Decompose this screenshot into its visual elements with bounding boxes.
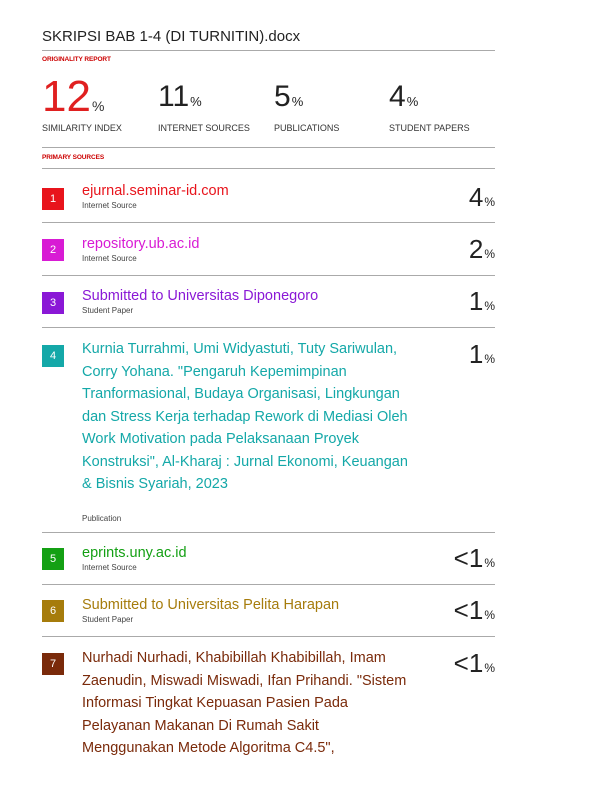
internet-sources-value: 11 xyxy=(158,80,190,113)
source-title[interactable]: repository.ub.ac.id xyxy=(82,236,200,252)
source-number-badge: 1 xyxy=(42,188,64,210)
source-percentage: 4% xyxy=(468,182,495,212)
divider xyxy=(42,147,495,148)
divider xyxy=(42,636,495,637)
source-number-badge: 5 xyxy=(42,548,64,570)
source-type: Internet Source xyxy=(82,254,137,263)
document-title: SKRIPSI BAB 1-4 (DI TURNITIN).docx xyxy=(42,28,301,45)
publications-pct: % xyxy=(291,94,304,109)
primary-sources-label: PRIMARY SOURCES xyxy=(42,154,105,161)
divider xyxy=(42,222,495,223)
source-percentage: <1% xyxy=(453,543,495,573)
divider xyxy=(42,327,495,328)
student-papers-pct: % xyxy=(406,94,419,109)
source-percentage: <1% xyxy=(453,595,495,625)
source-number-badge: 2 xyxy=(42,239,64,261)
source-title[interactable]: ejurnal.seminar-id.com xyxy=(82,183,229,199)
similarity-index-label: SIMILARITY INDEX xyxy=(42,123,122,133)
student-papers-stat xyxy=(389,80,470,133)
similarity-index-stat xyxy=(42,72,122,133)
divider xyxy=(42,50,495,51)
internet-sources-pct: % xyxy=(190,94,202,109)
originality-report-label: ORIGINALITY REPORT xyxy=(42,56,111,63)
internet-sources-stat xyxy=(158,80,250,133)
source-title[interactable]: Kurnia Turrahmi, Umi Widyastuti, Tuty Sariwulan, Corry Yohana. "Pengaruh Kepemimpinan Tranformasional, Budaya Organisasi, Lingkungan dan Stress Kerja terhadap Rework di Mediasi Oleh Work Motivation pada Pelaksanaan Proyek Konstruksi", Al-Kharaj : Jurnal Ekonomi, Keuangan & Bisnis Syariah, 2023 xyxy=(82,341,408,492)
source-number-badge: 6 xyxy=(42,600,64,622)
divider xyxy=(42,532,495,533)
source-title[interactable]: eprints.uny.ac.id xyxy=(82,545,187,561)
source-type: Student Paper xyxy=(82,306,134,315)
source-title[interactable]: Submitted to Universitas Diponegoro xyxy=(82,288,319,304)
source-percentage: 2% xyxy=(468,234,495,264)
source-number-badge: 4 xyxy=(42,345,64,367)
publications-stat xyxy=(274,80,340,133)
divider xyxy=(42,584,495,585)
source-percentage: <1% xyxy=(453,648,495,678)
source-title[interactable]: Nurhadi Nurhadi, Khabibillah Khabibillah, Imam Zaenudin, Miswadi Miswadi, Ifan Prihandi. "Sistem Informasi Tingkat Kepuasan Pasien Pada Pelayanan Makanan Di Rumah Sakit Menggunakan Metode Algoritma C4.5", xyxy=(82,650,407,756)
similarity-index-pct: % xyxy=(91,98,105,114)
source-type: Publication xyxy=(82,514,122,523)
source-number-badge: 7 xyxy=(42,653,64,675)
student-papers-label: STUDENT PAPERS xyxy=(389,123,470,133)
source-title[interactable]: Submitted to Universitas Pelita Harapan xyxy=(82,597,340,613)
internet-sources-label: INTERNET SOURCES xyxy=(158,123,250,133)
publications-label: PUBLICATIONS xyxy=(274,123,340,133)
divider xyxy=(42,168,495,169)
student-papers-value: 4 xyxy=(389,80,406,113)
source-number-badge: 3 xyxy=(42,292,64,314)
source-percentage: 1% xyxy=(468,339,495,369)
similarity-index-value: 12 xyxy=(42,72,91,121)
source-type: Internet Source xyxy=(82,563,137,572)
source-type: Student Paper xyxy=(82,615,134,624)
source-type: Internet Source xyxy=(82,201,137,210)
source-percentage: 1% xyxy=(468,286,495,316)
publications-value: 5 xyxy=(274,80,291,113)
divider xyxy=(42,275,495,276)
